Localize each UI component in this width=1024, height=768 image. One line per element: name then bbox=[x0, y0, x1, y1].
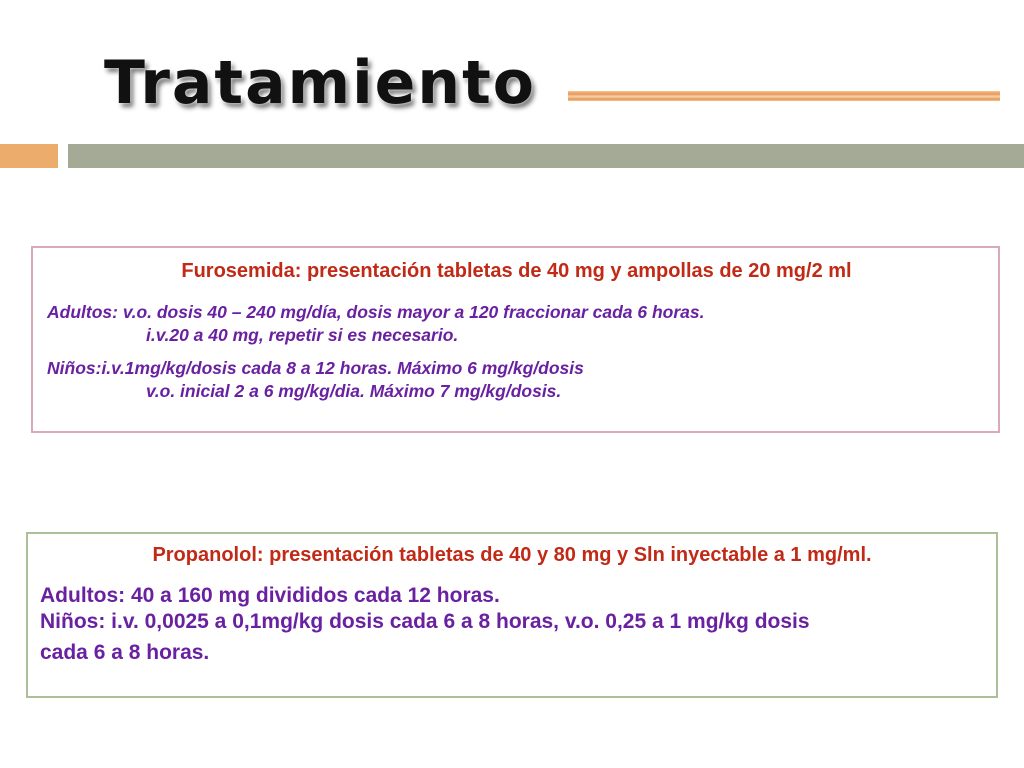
title-underline-decoration bbox=[568, 91, 1000, 101]
propanolol-ninos-continuation: cada 6 a 8 horas. bbox=[40, 641, 210, 664]
furosemida-ninos-line: Niños:i.v.1mg/kg/dosis cada 8 a 12 horas. Máximo 6 mg/kg/dosis bbox=[47, 358, 584, 378]
propanolol-ninos-line: Niños: i.v. 0,0025 a 0,1mg/kg dosis cada 6 a 8 horas, v.o. 0,25 a 1 mg/kg dosis bbox=[40, 610, 810, 633]
slide-title: Tratamiento bbox=[104, 48, 536, 118]
propanolol-heading: Propanolol: presentación tabletas de 40 y 80 mg y Sln inyectable a 1 mg/ml. bbox=[152, 544, 872, 566]
accent-bar-orange bbox=[0, 144, 58, 168]
furosemida-adultos-iv-line: i.v.20 a 40 mg, repetir si es necesario. bbox=[146, 325, 459, 345]
furosemida-adultos-line: Adultos: v.o. dosis 40 – 240 mg/día, dosis mayor a 120 fraccionar cada 6 horas. bbox=[47, 302, 705, 322]
furosemida-ninos-vo-line: v.o. inicial 2 a 6 mg/kg/dia. Máximo 7 mg/kg/dosis. bbox=[146, 381, 562, 401]
propanolol-box bbox=[26, 532, 998, 698]
propanolol-adultos-line: Adultos: 40 a 160 mg divididos cada 12 horas. bbox=[40, 584, 500, 607]
furosemida-box bbox=[31, 246, 1000, 433]
accent-bar-gray bbox=[68, 144, 1024, 168]
furosemida-heading: Furosemida: presentación tabletas de 40 mg y ampollas de 20 mg/2 ml bbox=[181, 260, 852, 282]
